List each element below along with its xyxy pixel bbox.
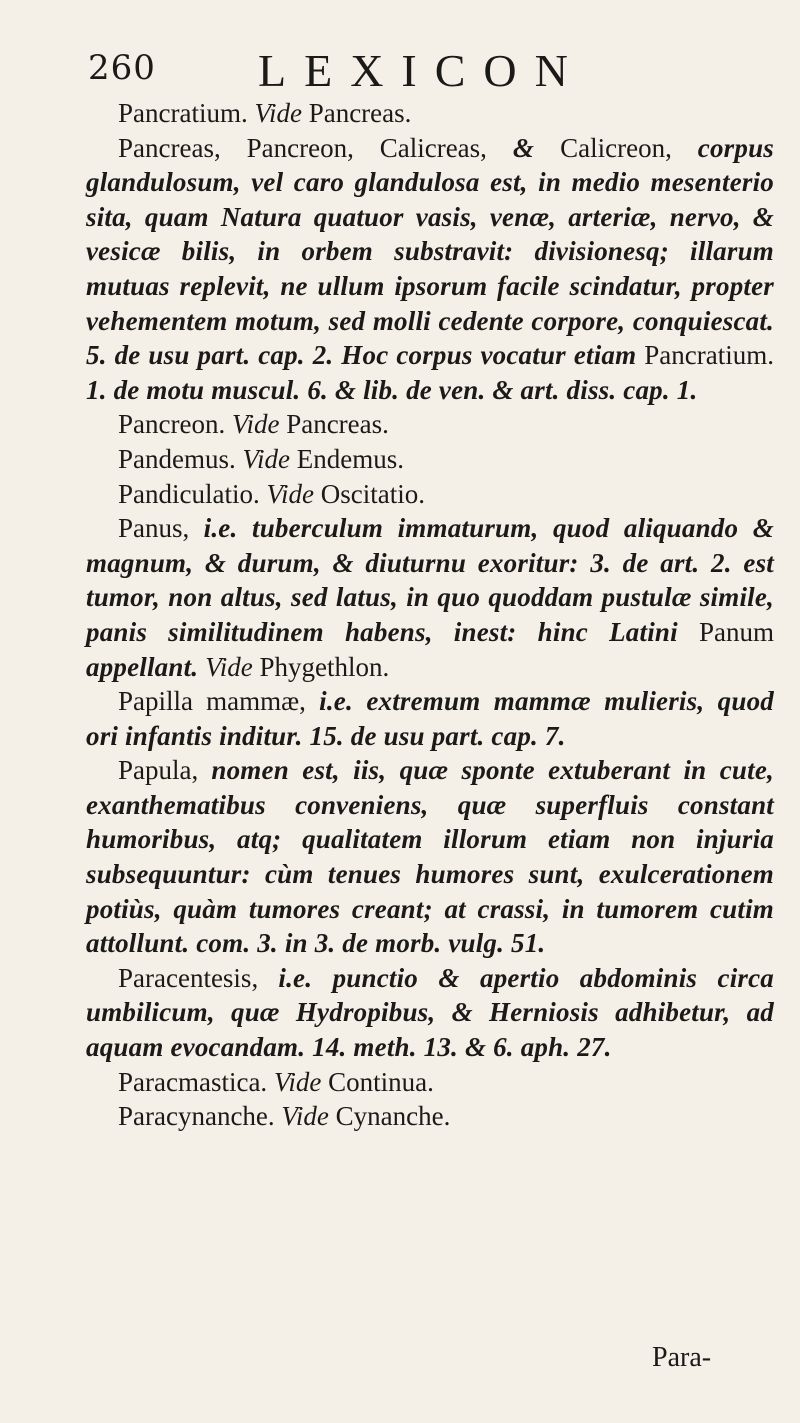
entry-term: Papilla mammæ, (118, 686, 320, 717)
cross-reference-marker: Vide (242, 443, 290, 474)
dictionary-entry (86, 477, 774, 512)
dictionary-entry (86, 511, 774, 684)
entry-definition: corpus glandulosum, vel caro glandulosa est, in medio mesenterio sita, quam Natura quatuor vasis, venæ, arteriæ, nervo, & vesicæ bilis, in orbem substravit: divisionesq; illarum mutuas replevit, ne ullum ipsorum facile scindatur, propter vehementem motum, sed molli cedente corpore, conquiescat. 5. de usu part. cap. 2. Hoc corpus vocatur etiam (86, 132, 774, 371)
page-header (88, 44, 768, 94)
entry-term: Pancreas. (279, 409, 389, 440)
entry-term: Cynanche. (328, 1101, 451, 1132)
entry-term: Papula, (118, 755, 212, 786)
page-number: 260 (88, 48, 156, 88)
entry-term: Endemus. (289, 443, 404, 474)
dictionary-body (86, 96, 774, 1134)
entry-term: Paracentesis, (118, 962, 279, 993)
entry-definition: i.e. extremum mammæ mulieris, quod ori infantis inditur. 15. de usu part. cap. 7. (86, 686, 774, 751)
entry-definition: & (512, 132, 561, 163)
catchword: Para- (652, 1342, 712, 1373)
cross-reference-marker: Vide (254, 98, 302, 128)
entry-definition: nomen est, iis, quæ sponte extuberant in cute, exanthematibus conveniens, quæ superfluis constant humoribus, atq; qualitatem illorum etiam non injuria subsequuntur: cùm tenues humores sunt, exulcerationem potiùs, quàm tumores creant; at crassi, in tumorem cutim attollunt. com. 3. in 3. de morb. vulg. 51. (86, 755, 774, 959)
entry-term: Pancratium. (644, 340, 774, 371)
entry-term: Pandemus. (118, 443, 243, 474)
entry-term: Panum (698, 616, 774, 647)
entry-definition: appellant. (86, 651, 206, 682)
dictionary-entry (86, 131, 774, 408)
entry-definition: 1. de motu muscul. 6. & lib. de ven. & art. diss. cap. 1. (86, 374, 698, 405)
dictionary-entry (86, 961, 774, 1065)
dictionary-entry (86, 442, 774, 477)
cross-reference-marker: Vide (273, 1066, 322, 1097)
running-title: LEXICON (258, 45, 586, 96)
entry-definition: i.e. punctio & apertio abdominis circa umbilicum, quæ Hydropibus, & Herniosis adhibetur, ad aquam evocandam. 14. meth. 13. & 6. aph. 27. (86, 962, 775, 1063)
cross-reference-marker: Vide (205, 651, 253, 682)
entry-definition: i.e. tuberculum immaturum, quod aliquando & magnum, & durum, & diuturnu exoritur: 3. de art. 2. est tumor, non altus, sed latus, in quo quoddam pustulæ simile, panis similitudinem habens, inest: hinc Latini (86, 513, 774, 647)
entry-term: Pandiculatio. (118, 478, 267, 509)
cross-reference-marker: Vide (231, 409, 280, 440)
entry-term: Phygethlon. (252, 651, 390, 682)
cross-reference-marker: Vide (281, 1101, 329, 1132)
dictionary-entry (86, 96, 774, 131)
entry-term: Paracynanche. (118, 1101, 282, 1132)
entry-term: Paracmastica. (118, 1066, 274, 1097)
dictionary-entry (86, 753, 774, 961)
entry-term: Continua. (321, 1066, 434, 1097)
dictionary-entry (86, 684, 774, 753)
cross-reference-marker: Vide (266, 478, 314, 509)
entry-term: Pancreas, Pancreon, Calicreas, (118, 132, 513, 163)
dictionary-entry (86, 1065, 774, 1100)
entry-term: Panus, (118, 513, 204, 544)
entry-term: Pancreon. (118, 409, 232, 440)
entry-term: Oscitatio. (313, 478, 425, 509)
dictionary-entry (86, 407, 774, 442)
entry-term: Pancratium. (118, 98, 255, 128)
entry-term: Calicreon, (560, 132, 698, 163)
entry-term: Pancreas. (301, 98, 412, 128)
dictionary-entry (86, 1099, 774, 1134)
